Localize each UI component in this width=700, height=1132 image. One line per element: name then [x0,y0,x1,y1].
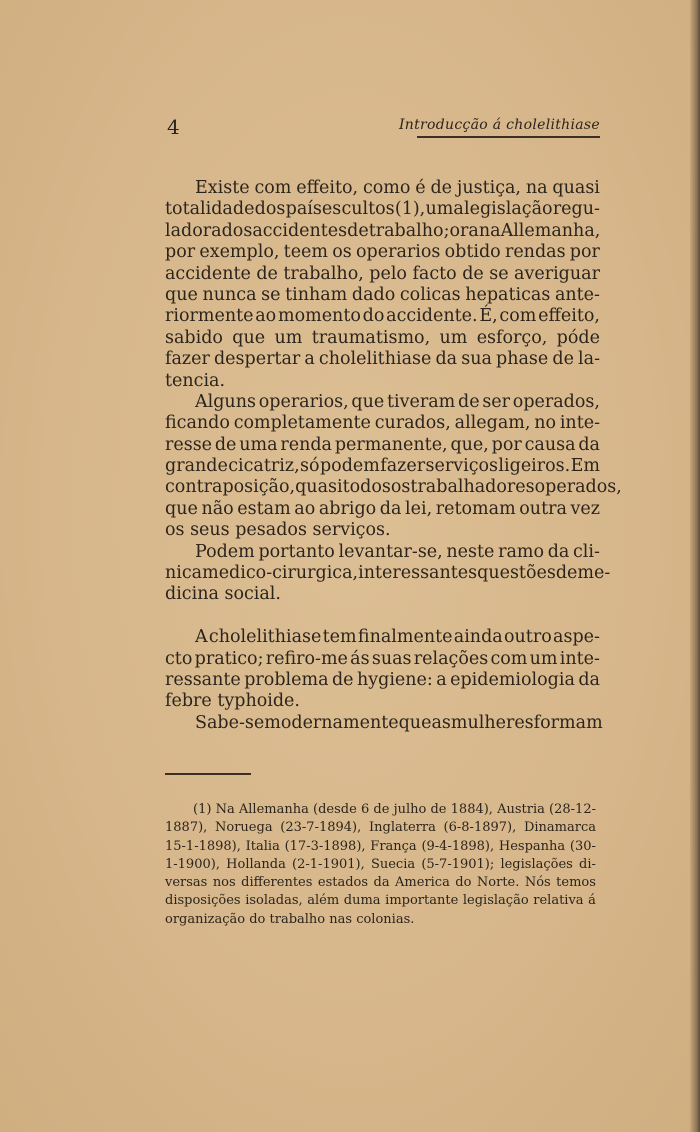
text-line: os seus pesados serviços. [165,520,391,541]
text-line: nica medico-cirurgica, interessantes questões de me- [165,563,611,584]
text-line: por exemplo, teem os operarios obtido rendas por [165,242,600,263]
text-line: ressante problema de hygiene: a epidemiologia da [165,669,600,690]
footnote [165,801,596,929]
text-line: que não estam ao abrigo da lei, retomam outra vez [165,498,600,519]
text-line: riormente ao momento do accidente. É, com effeito, [165,306,600,327]
footnote-line: (1) Na Allemanha (desde 6 de julho de 1884), Austria (28-12- [193,802,596,817]
footnote-rule [165,773,251,775]
footnote-line: organização do trabalho nas colonias. [165,911,415,927]
page-edge [690,0,700,1132]
text-line: sabido que um traumatismo, um esforço, póde [165,327,600,348]
footnote-line: disposições isoladas, além duma importante legislação relativa á [165,893,596,909]
text-line: dicina social. [165,584,281,605]
text-line: grande cicatriz, só podem fazer serviços ligeiros. Em [165,456,600,477]
text-line: Alguns operarios, que tiveram de ser operados, [195,391,600,412]
paragraph [165,712,603,734]
paragraph [165,627,600,713]
text-line: Sabe-se modernamente que as mulheres formam [195,712,603,733]
text-line: contraposição, quasi todos os trabalhadores operados, [165,477,622,498]
paragraph [165,391,622,542]
page-number: 4 [167,115,180,139]
header-rule [417,136,600,138]
text-line: tencia. [165,370,226,391]
body-text [165,178,622,734]
running-head: Introducção á cholelithiase [398,117,600,133]
text-line: resse de uma renda permanente, que, por causa da [165,434,600,455]
text-line: cto pratico; refiro-me ás suas relações com um inte- [165,648,600,669]
text-line: fazer despertar a cholelithiase da sua phase de la- [165,349,600,370]
paragraph [165,541,611,606]
footnote-line: 15-1-1898), Italia (17-3-1898), França (9-4-1898), Hespanha (30- [165,838,596,854]
footnote-line: versas nos differentes estados da America do Norte. Nós temos [165,875,596,891]
section-gap [165,606,600,627]
paragraph [165,178,600,392]
text-line: accidente de trabalho, pelo facto de se averiguar [165,263,600,284]
text-line: A cholelithiase tem finalmente ainda outro aspe- [195,627,600,648]
text-line: ladora dos accidentes de trabalho ; ora na Allemanha, [165,220,601,241]
text-line: Existe com effeito, como é de justiça, na quasi [195,178,600,198]
text-line: febre typhoide. [165,691,300,712]
footnote-line: 1-1900), Hollanda (2-1-1901), Suecia (5-7-1901); legislações di- [165,856,596,872]
text-line: que nunca se tinham dado colicas hepaticas ante- [165,284,600,305]
text-line: totalidade dos países cultos (1), uma legislação regu- [165,199,600,220]
footnote-line: 1887), Noruega (23-7-1894), Inglaterra (6-8-1897), Dinamarca [165,820,596,836]
text-line: Podem portanto levantar-se, neste ramo da cli- [195,541,600,562]
text-line: ficando completamente curados, allegam, no inte- [165,413,600,434]
